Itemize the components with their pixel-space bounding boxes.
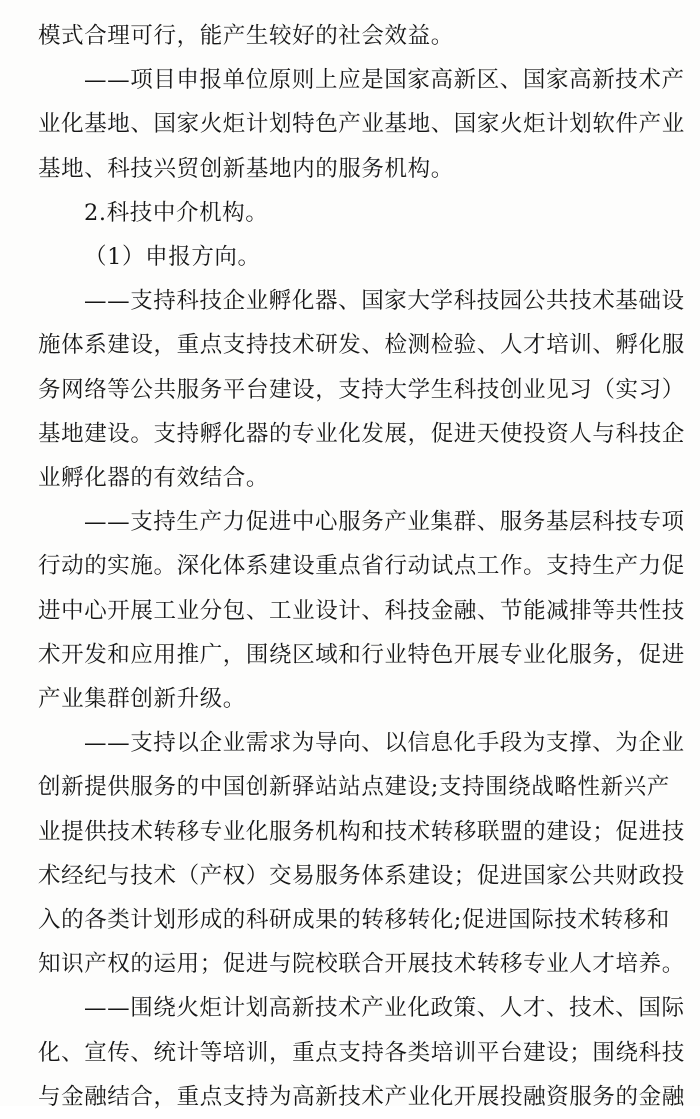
- text-line: 务网络等公共服务平台建设，支持大学生科技创业见习（实习）: [38, 377, 685, 403]
- text-line: 业孵化器的有效结合。: [38, 465, 270, 491]
- text-line: ——支持生产力促进中心服务产业集群、服务基层科技专项: [84, 509, 685, 535]
- text-line: 施体系建设，重点支持技术研发、检测检验、人才培训、孵化服: [38, 332, 685, 358]
- text-line: 产业集群创新升级。: [38, 686, 246, 712]
- text-line: 行动的实施。深化体系建设重点省行动试点工作。支持生产力促: [38, 553, 685, 579]
- text-line: 术开发和应用推广，围绕区域和行业特色开展专业化服务，促进: [38, 642, 685, 668]
- text-line: 术经纪与技术（产权）交易服务体系建设；促进国家公共财政投: [38, 863, 685, 889]
- text-line: 知识产权的运用；促进与院校联合开展技术转移专业人才培养。: [38, 951, 685, 977]
- text-line: 模式合理可行，能产生较好的社会效益。: [38, 23, 454, 49]
- text-line: ——支持以企业需求为导向、以信息化手段为支撑、为企业: [84, 730, 685, 756]
- section-heading: 2.科技中介机构。: [84, 200, 269, 226]
- text-line: 化、宣传、统计等培训，重点支持各类培训平台建设；围绕科技: [38, 1040, 685, 1066]
- subsection-heading: （1）申报方向。: [84, 244, 261, 270]
- text-line: 与金融结合，重点支持为高新技术产业化开展投融资服务的金融: [38, 1084, 685, 1110]
- text-line: ——项目申报单位原则上应是国家高新区、国家高新技术产: [84, 67, 685, 93]
- text-line: 基地建设。支持孵化器的专业化发展，促进天使投资人与科技企: [38, 421, 685, 447]
- text-line: 创新提供服务的中国创新驿站站点建设;支持围绕战略性新兴产: [38, 774, 670, 800]
- text-line: 业化基地、国家火炬计划特色产业基地、国家火炬计划软件产业: [38, 111, 685, 137]
- text-line: ——围绕火炬计划高新技术产业化政策、人才、技术、国际: [84, 995, 685, 1021]
- text-line: 基地、科技兴贸创新基地内的服务机构。: [38, 156, 454, 182]
- text-line: 入的各类计划形成的科研成果的转移转化;促进国际技术转移和: [38, 907, 670, 933]
- text-line: 进中心开展工业分包、工业设计、科技金融、节能减排等共性技: [38, 598, 685, 624]
- text-line: ——支持科技企业孵化器、国家大学科技园公共技术基础设: [84, 288, 685, 314]
- text-line: 业提供技术转移专业化服务机构和技术转移联盟的建设；促进技: [38, 819, 685, 845]
